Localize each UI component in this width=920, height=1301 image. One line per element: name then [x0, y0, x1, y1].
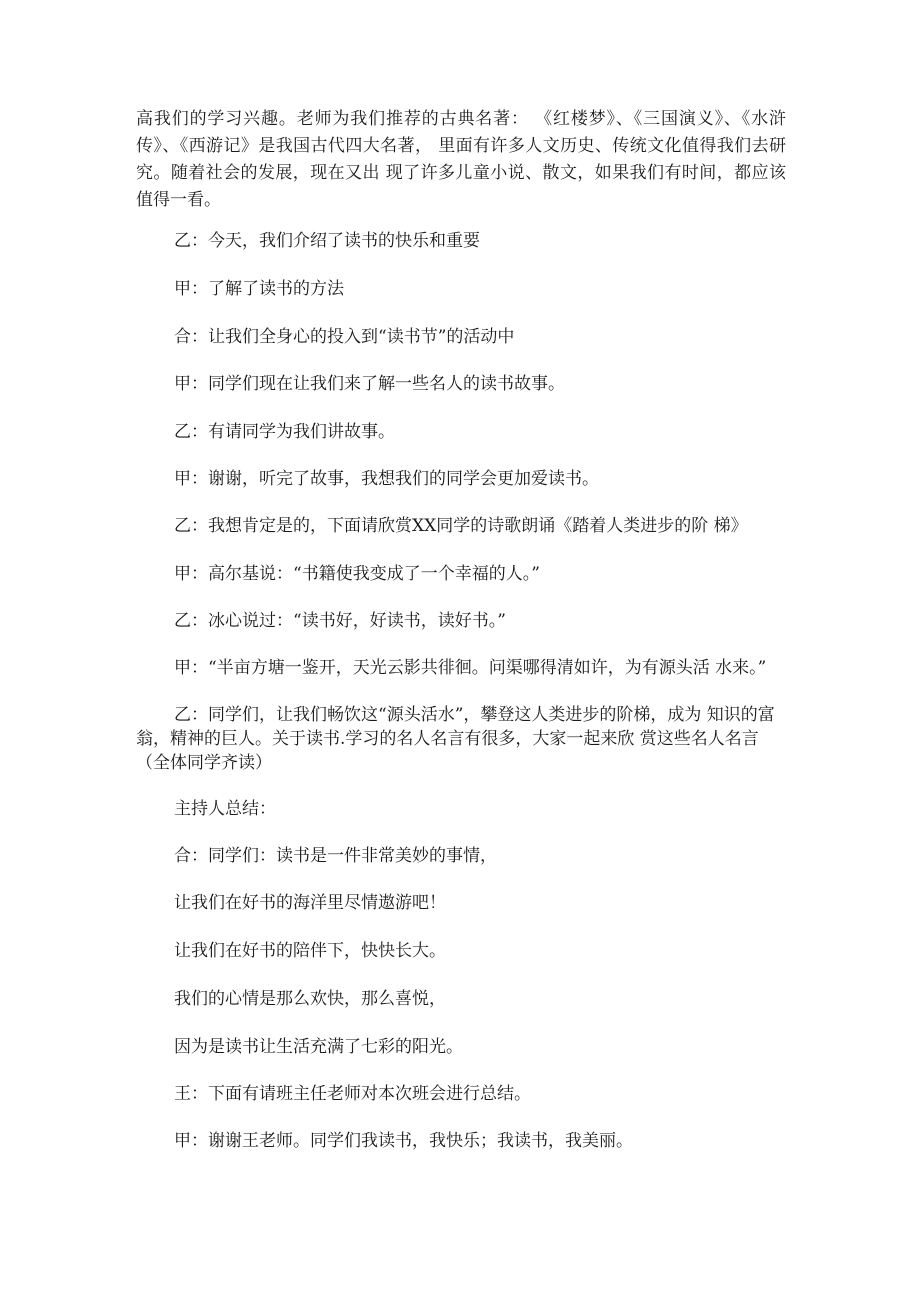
- dialogue-line: 合：让我们全身心的投入到“读书节”的活动中: [174, 327, 515, 347]
- summary-line: 让我们在好书的海洋里尽情遨游吧！: [174, 893, 446, 913]
- summary-line: 王：下面有请班主任老师对本次班会进行总结。: [174, 1084, 531, 1104]
- intro-paragraph: 高我们的学习兴趣。老师为我们推荐的古典名著： 《红楼梦》、《三国演义》、《水浒传》、《西游记》是我国古代四大名著， 里面有许多人文历史、传统文化值得我们去研究。随着社会的发展，现在又出 现了许多儿童小说、散文，如果我们有时间，都应该值得一看。: [136, 109, 786, 210]
- summary-line: 合：同学们：读书是一件非常美妙的事情，: [174, 846, 497, 866]
- summary-line: 让我们在好书的陪伴下，快快长大。: [174, 941, 446, 961]
- dialogue-line: 甲：同学们现在让我们来了解一些名人的读书故事。: [174, 374, 565, 394]
- summary-heading: 主持人总结：: [174, 799, 276, 819]
- dialogue-line: 乙：有请同学为我们讲故事。: [174, 422, 395, 442]
- dialogue-line: 乙：冰心说过：“读书好，好读书，读好书。”: [174, 611, 506, 631]
- dialogue-line: 甲：了解了读书的方法: [174, 279, 344, 299]
- dialogue-line: 甲：高尔基说：“书籍使我变成了一个幸福的人。”: [174, 564, 540, 584]
- dialogue-line: 甲：谢谢，听完了故事，我想我们的同学会更加爱读书。: [174, 469, 599, 489]
- dialogue-line: 乙：我想肯定是的，下面请欣赏XX同学的诗歌朗诵《踏着人类进步的阶 梯》: [174, 516, 748, 536]
- dialogue-line: 甲：“半亩方塘一鉴开，天光云影共徘徊。问渠哪得清如许，为有源头活 水来。”: [174, 658, 767, 678]
- summary-line: 因为是读书让生活充满了七彩的阳光。: [174, 1037, 463, 1057]
- summary-line: 我们的心情是那么欢快，那么喜悦，: [174, 989, 446, 1009]
- dialogue-line: 乙：今天，我们介绍了读书的快乐和重要: [174, 231, 480, 251]
- dialogue-paragraph: 乙：同学们，让我们畅饮这“源头活水”，攀登这人类进步的阶梯，成为 知识的富翁，精神的巨人。关于读书.学习的名人名言有很多，大家一起来欣 赏这些名人名言（全体同学齐读）: [136, 705, 775, 773]
- summary-line: 甲：谢谢王老师。同学们我读书，我快乐；我读书，我美丽。: [174, 1131, 633, 1151]
